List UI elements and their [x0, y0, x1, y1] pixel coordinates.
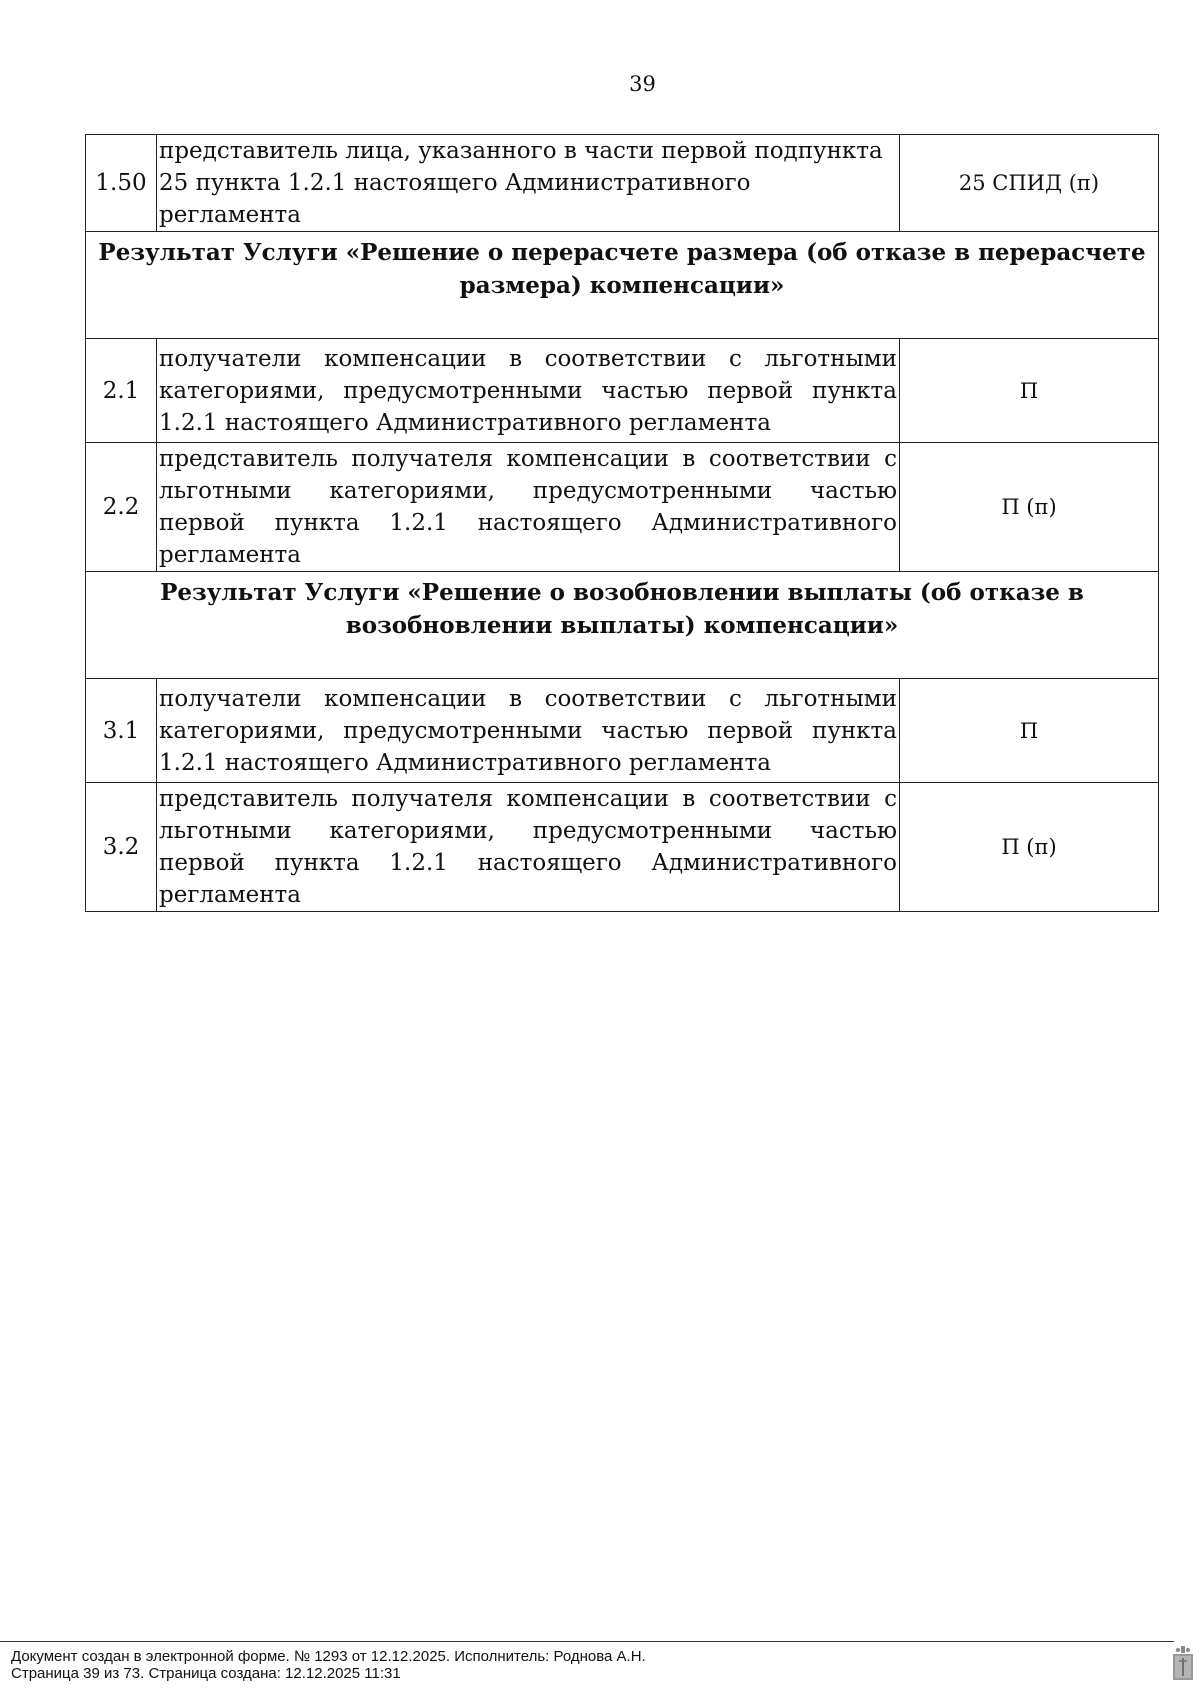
coat-of-arms-icon [1172, 1645, 1194, 1681]
row-code: П [900, 339, 1159, 443]
footer-divider [0, 1641, 1174, 1642]
row-description: получатели компенсации в соответствии с льготными категориями, предусмотренными частью первой пункта 1.2.1 настоящего Административного регламента [157, 339, 900, 443]
row-description: получатели компенсации в соответствии с льготными категориями, предусмотренными частью первой пункта 1.2.1 настоящего Административного регламента [157, 679, 900, 783]
table-row [86, 443, 1159, 572]
row-number: 2.2 [86, 443, 157, 572]
row-description: представитель лица, указанного в части первой подпункта 25 пункта 1.2.1 настоящего Административного регламента [157, 135, 900, 232]
row-number: 2.1 [86, 339, 157, 443]
footer-line-1: Документ создан в электронной форме. № 1293 от 12.12.2025. Исполнитель: Роднова А.Н. [11, 1648, 646, 1665]
row-code: П [900, 679, 1159, 783]
table-row [86, 135, 1159, 232]
table-row [86, 339, 1159, 443]
row-code: П (п) [900, 783, 1159, 912]
row-description: представитель получателя компенсации в соответствии с льготными категориями, предусмотренными частью первой пункта 1.2.1 настоящего Административного регламента [157, 443, 900, 572]
table-row [86, 679, 1159, 783]
row-code: 25 СПИД (п) [900, 135, 1159, 232]
row-number: 1.50 [86, 135, 157, 232]
table-row [86, 783, 1159, 912]
section-header-row [86, 572, 1159, 679]
row-number: 3.1 [86, 679, 157, 783]
section-title: Результат Услуги «Решение о возобновлении выплаты (об отказе в возобновлении выплаты) компенсации» [86, 572, 1159, 679]
row-number: 3.2 [86, 783, 157, 912]
row-description: представитель получателя компенсации в соответствии с льготными категориями, предусмотренными частью первой пункта 1.2.1 настоящего Административного регламента [157, 783, 900, 912]
footer-line-2: Страница 39 из 73. Страница создана: 12.12.2025 11:31 [11, 1665, 401, 1682]
page-number: 39 [629, 72, 656, 96]
applicants-table [85, 134, 1159, 912]
row-code: П (п) [900, 443, 1159, 572]
section-header-row [86, 232, 1159, 339]
section-title: Результат Услуги «Решение о перерасчете размера (об отказе в перерасчете размера) компенсации» [86, 232, 1159, 339]
document-footer [11, 1648, 646, 1682]
